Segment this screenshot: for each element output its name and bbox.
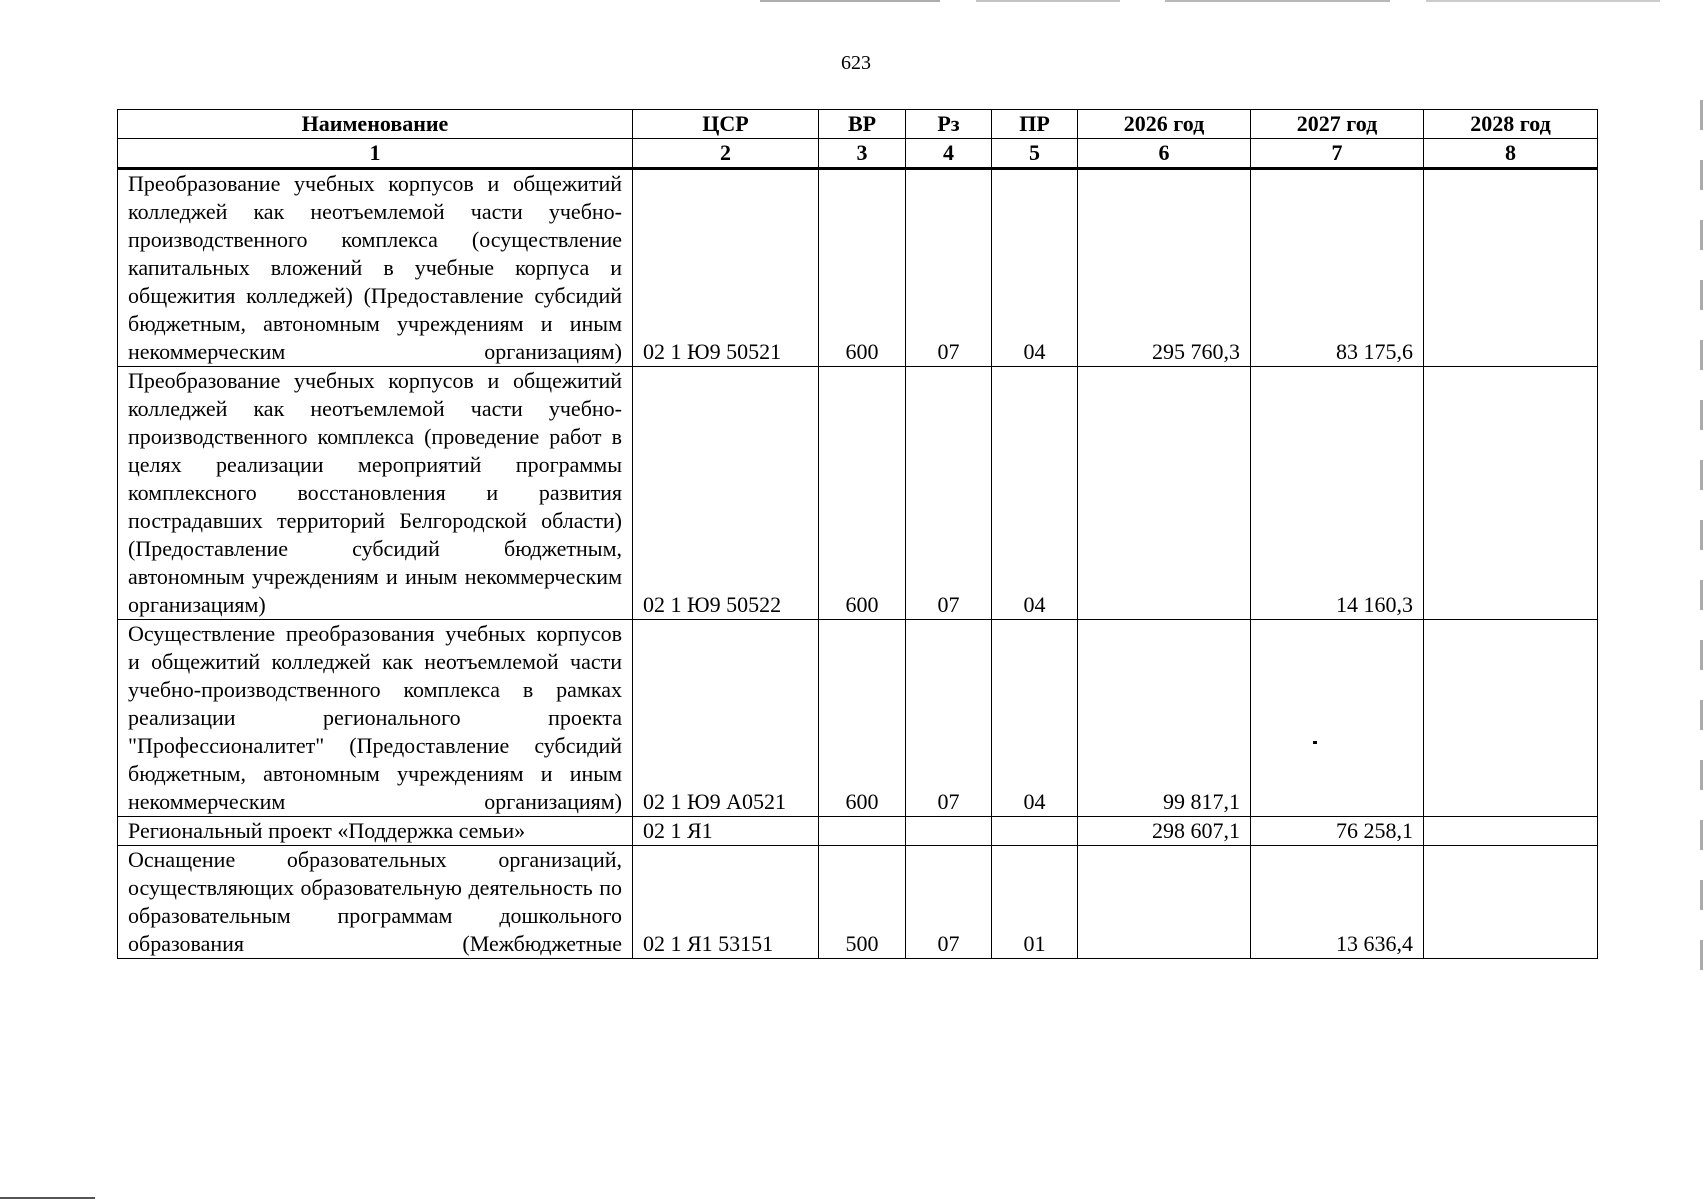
row-2027: 14 160,3 — [1251, 367, 1424, 620]
row-csr: 02 1 Ю9 А0521 — [633, 620, 819, 817]
row-name: Преобразование учебных корпусов и общежитий колледжей как неотъемлемой части учебно-производственного комплекса (проведение работ в целях реализации мероприятий программы комплексного восстановления и развития пострадавших территорий Белгородской области) (Предоставление субсидий бюджетным, автономным учреждениям и иным некоммерческим организациям) — [118, 367, 633, 620]
row-name: Осуществление преобразования учебных корпусов и общежитий колледжей как неотъемлемой части учебно-производственного комплекса в рамках реализации регионального проекта "Профессионалитет" (Предоставление субсидий бюджетным, автономным учреждениям и иным некоммерческим организациям) — [118, 620, 633, 817]
row-name: Преобразование учебных корпусов и общежитий колледжей как неотъемлемой части учебно-производственного комплекса (осуществление капитальных вложений в учебные корпуса и общежития колледжей) (Предоставление субсидий бюджетным, автономным учреждениям и иным некоммерческим организациям) — [118, 169, 633, 367]
scan-speck — [1313, 741, 1317, 744]
row-vr: 600 — [819, 169, 906, 367]
column-number: 6 — [1078, 139, 1251, 169]
table-row — [118, 620, 1598, 817]
table-row — [118, 169, 1598, 367]
column-number: 7 — [1251, 139, 1424, 169]
table-row — [118, 846, 1598, 959]
row-rz: 07 — [906, 367, 992, 620]
row-2026: 298 607,1 — [1078, 817, 1251, 846]
column-number: 1 — [118, 139, 633, 169]
row-name: Оснащение образовательных организаций, осуществляющих образовательную деятельность по образовательным программам дошкольного образования (Межбюджетные — [118, 846, 633, 959]
row-vr — [819, 817, 906, 846]
column-number-row — [118, 139, 1598, 169]
header-rz: Рз — [906, 110, 992, 139]
row-2026: 295 760,3 — [1078, 169, 1251, 367]
scan-artifact-bottom — [0, 1197, 95, 1199]
row-csr: 02 1 Я1 — [633, 817, 819, 846]
header-2027: 2027 год — [1251, 110, 1424, 139]
row-rz: 07 — [906, 169, 992, 367]
column-number: 2 — [633, 139, 819, 169]
row-pr — [992, 817, 1078, 846]
row-pr: 04 — [992, 620, 1078, 817]
row-2027: 76 258,1 — [1251, 817, 1424, 846]
row-csr: 02 1 Я1 53151 — [633, 846, 819, 959]
row-rz: 07 — [906, 846, 992, 959]
row-name: Региональный проект «Поддержка семьи» — [118, 817, 633, 846]
column-number: 4 — [906, 139, 992, 169]
row-2028 — [1424, 367, 1598, 620]
column-number: 8 — [1424, 139, 1598, 169]
budget-table — [117, 109, 1598, 959]
table-row — [118, 367, 1598, 620]
row-csr: 02 1 Ю9 50522 — [633, 367, 819, 620]
row-vr: 500 — [819, 846, 906, 959]
row-2027: 83 175,6 — [1251, 169, 1424, 367]
row-2028 — [1424, 846, 1598, 959]
row-csr: 02 1 Ю9 50521 — [633, 169, 819, 367]
header-vr: ВР — [819, 110, 906, 139]
table-row — [118, 817, 1598, 846]
header-2026: 2026 год — [1078, 110, 1251, 139]
row-2027: 13 636,4 — [1251, 846, 1424, 959]
row-2026 — [1078, 367, 1251, 620]
row-vr: 600 — [819, 620, 906, 817]
row-2027 — [1251, 620, 1424, 817]
header-name: Наименование — [118, 110, 633, 139]
row-vr: 600 — [819, 367, 906, 620]
header-pr: ПР — [992, 110, 1078, 139]
row-rz: 07 — [906, 620, 992, 817]
table-header-row — [118, 110, 1598, 139]
column-number: 3 — [819, 139, 906, 169]
page-number: 623 — [841, 52, 871, 74]
row-2028 — [1424, 817, 1598, 846]
scan-artifact-top — [760, 0, 1660, 2]
row-rz — [906, 817, 992, 846]
row-2026 — [1078, 846, 1251, 959]
row-2028 — [1424, 169, 1598, 367]
row-pr: 04 — [992, 367, 1078, 620]
row-pr: 01 — [992, 846, 1078, 959]
column-number: 5 — [992, 139, 1078, 169]
header-2028: 2028 год — [1424, 110, 1598, 139]
row-2026: 99 817,1 — [1078, 620, 1251, 817]
row-2028 — [1424, 620, 1598, 817]
header-csr: ЦСР — [633, 110, 819, 139]
row-pr: 04 — [992, 169, 1078, 367]
